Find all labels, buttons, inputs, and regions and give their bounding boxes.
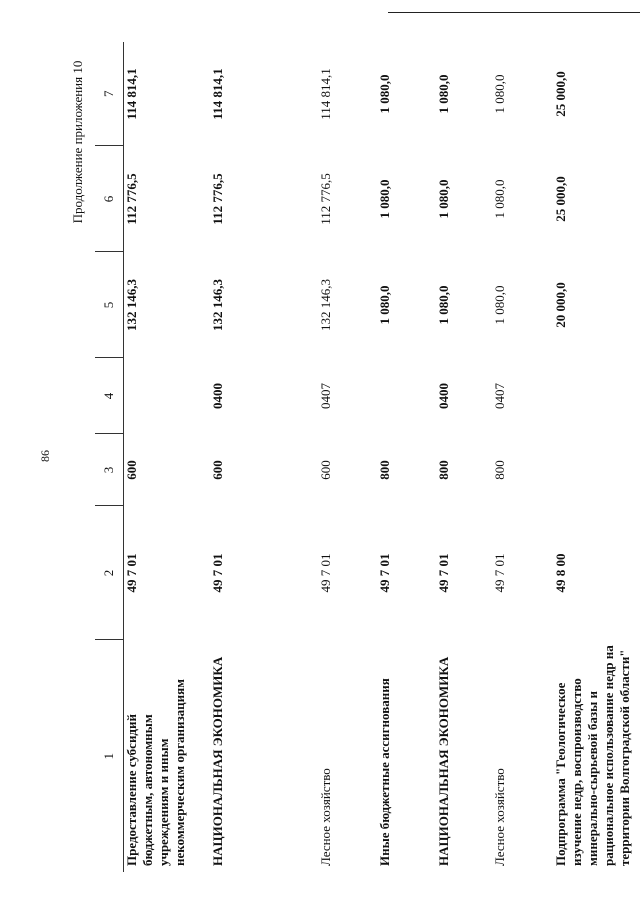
section-code-cell: [363, 358, 420, 434]
expense-type-cell: 800: [377, 460, 392, 480]
amount-col7-cell: 114 814,1: [210, 68, 225, 120]
amount-col6-cell: 112 776,5: [210, 173, 225, 225]
program-code-cell: 49 7 01: [436, 553, 451, 593]
column-number-header: 7: [95, 42, 124, 146]
appendix-caption: Продолжение приложения 10: [70, 60, 85, 224]
column-number-header: 3: [95, 434, 124, 506]
table-row: [124, 42, 189, 872]
amount-col5-cell: 1 080,0: [436, 285, 451, 325]
rotated-table-container: [95, 42, 632, 872]
amount-col6-cell: 112 776,5: [124, 173, 139, 225]
amount-col5-cell: 132 146,3: [210, 279, 225, 331]
amount-col5-cell: 132 146,3: [124, 279, 139, 331]
page-number: 86: [38, 450, 52, 462]
amount-col7-cell: 114 814,1: [124, 68, 139, 120]
expense-type-cell: 600: [318, 460, 333, 480]
program-code-cell: 49 7 01: [124, 553, 139, 593]
amount-col5-cell: 132 146,3: [318, 279, 333, 331]
expense-type-cell: [536, 434, 633, 506]
amount-col7-cell: 1 080,0: [492, 74, 507, 114]
column-number-header: 1: [95, 640, 124, 872]
amount-col5-cell: 1 080,0: [377, 285, 392, 325]
expense-type-cell: 600: [210, 460, 225, 480]
expense-type-cell: 600: [124, 460, 139, 480]
table-row: [479, 42, 536, 872]
program-code-cell: 49 7 01: [492, 553, 507, 593]
amount-col5-cell: 1 080,0: [492, 285, 507, 325]
row-name-cell: Лесное хозяйство: [318, 768, 333, 866]
amount-col6-cell: 1 080,0: [436, 179, 451, 219]
column-number-header: 5: [95, 252, 124, 358]
row-name-cell: Лесное хозяйство: [492, 768, 507, 866]
row-name-cell: Иные бюджетные ассигнования: [377, 678, 392, 866]
section-code-cell: 0400: [436, 383, 451, 409]
column-number-header: 2: [95, 506, 124, 640]
row-name-cell: НАЦИОНАЛЬНАЯ ЭКОНОМИКА: [436, 656, 451, 866]
amount-col6-cell: 112 776,5: [318, 173, 333, 225]
expense-type-cell: 800: [436, 460, 451, 480]
amount-col7-cell: 114 814,1: [318, 68, 333, 120]
amount-col7-cell: 1 080,0: [377, 74, 392, 114]
section-code-cell: [124, 358, 189, 434]
table-row: [420, 42, 479, 872]
section-code-cell: 0407: [318, 383, 333, 409]
program-code-cell: 49 7 01: [210, 553, 225, 593]
row-name-cell: Предоставление субсидий бюджетным, автономным учреждениям и иным некоммерческим организациям: [124, 678, 187, 866]
column-number-header: 6: [95, 146, 124, 252]
amount-col7-cell: 25 000,0: [553, 71, 568, 117]
table-row: [536, 42, 633, 872]
section-code-cell: 0400: [210, 383, 225, 409]
row-name-cell: НАЦИОНАЛЬНАЯ ЭКОНОМИКА: [210, 656, 225, 866]
budget-table: [95, 42, 633, 872]
table-row: [302, 42, 363, 872]
amount-col5-cell: 20 000,0: [553, 282, 568, 328]
column-number-header: 4: [95, 358, 124, 434]
column-number-header-row: [95, 42, 124, 872]
amount-col7-cell: 1 080,0: [436, 74, 451, 114]
table-row: [363, 42, 420, 872]
program-code-cell: 49 7 01: [318, 553, 333, 593]
section-code-cell: [536, 358, 633, 434]
table-row: [188, 42, 302, 872]
amount-col6-cell: 1 080,0: [377, 179, 392, 219]
amount-col6-cell: 1 080,0: [492, 179, 507, 219]
top-rule: [388, 12, 640, 13]
program-code-cell: 49 8 00: [553, 553, 568, 593]
row-name-cell: Подпрограмма "Геологическое изучение недр, воспроизводство минерально-сырьевой базы и рациональное использование недр на территории Волгоградской области": [553, 645, 632, 866]
section-code-cell: 0407: [492, 383, 507, 409]
program-code-cell: 49 7 01: [377, 553, 392, 593]
amount-col6-cell: 25 000,0: [553, 176, 568, 222]
expense-type-cell: 800: [492, 460, 507, 480]
